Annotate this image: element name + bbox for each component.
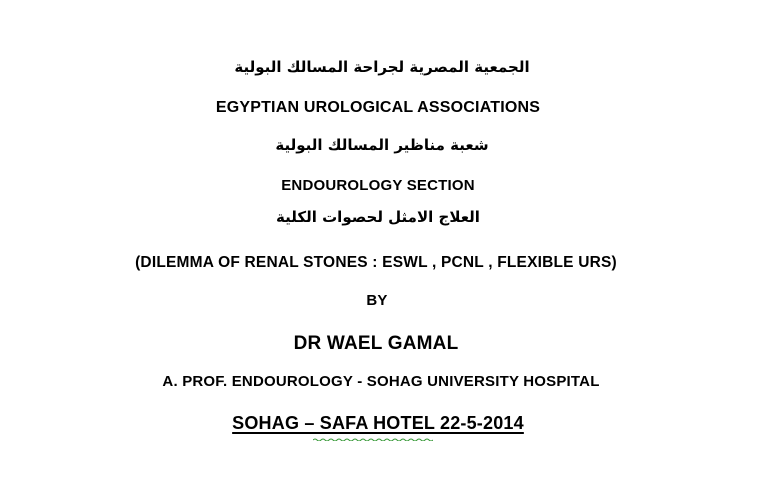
grammar-squiggle xyxy=(313,438,433,441)
english-society-name: EGYPTIAN UROLOGICAL ASSOCIATIONS xyxy=(215,99,541,116)
author-affiliation: A. PROF. ENDOUROLOGY - SOHAG UNIVERSITY HOSPITAL xyxy=(162,373,600,390)
venue-date: SOHAG – SAFA HOTEL 22-5-2014 xyxy=(232,413,524,433)
english-section-name: ENDOUROLOGY SECTION xyxy=(281,177,475,194)
by-label: BY xyxy=(366,292,388,309)
arabic-society-name: الجمعية المصرية لجراحة المسالك البولية xyxy=(234,58,530,76)
author-name: DR WAEL GAMAL xyxy=(293,333,459,354)
english-title: (DILEMMA OF RENAL STONES : ESWL , PCNL , FLEXIBLE URS) xyxy=(135,254,617,271)
arabic-section-name: شعبة مناظير المسالك البولية xyxy=(275,136,489,154)
arabic-title: العلاج الامثل لحصوات الكلية xyxy=(276,208,480,226)
